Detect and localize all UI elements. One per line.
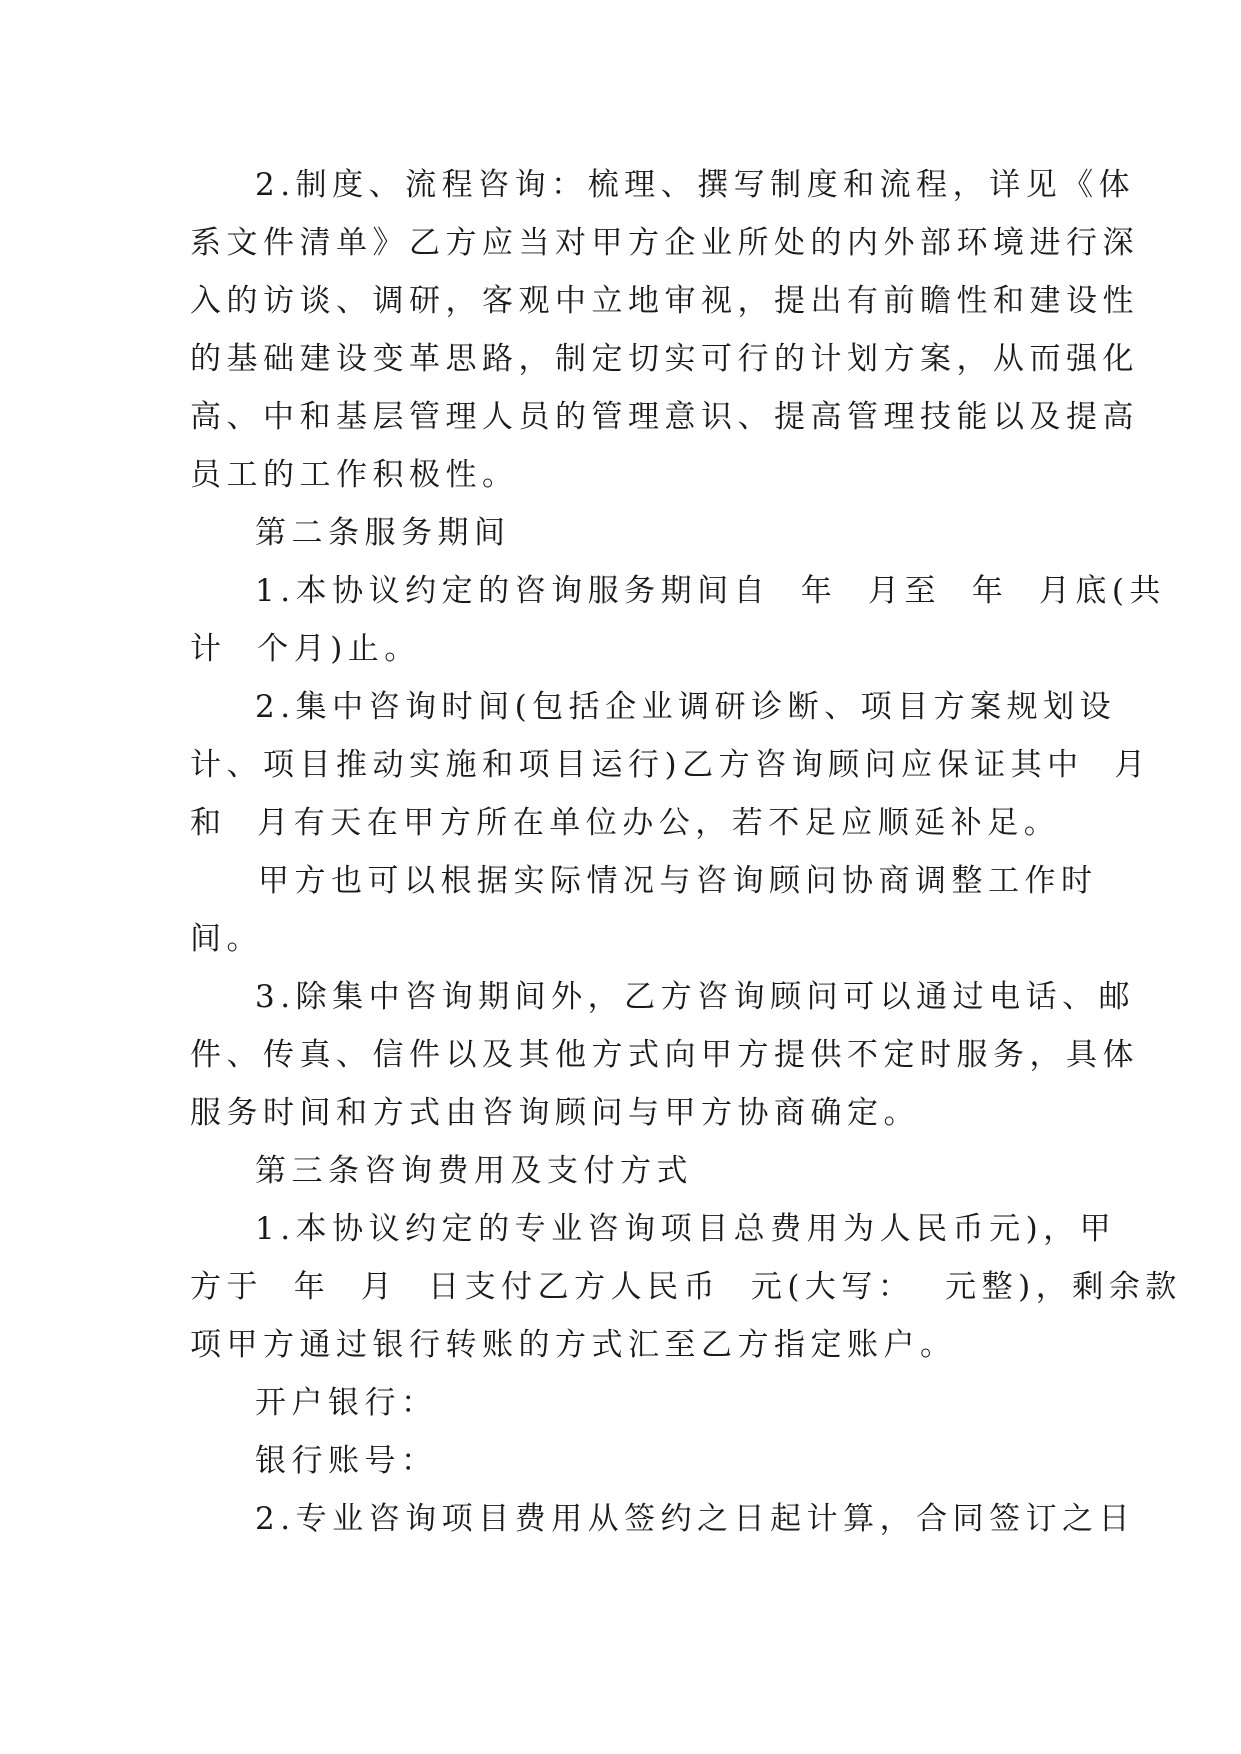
text-line: 方于 年 月 日支付乙方人民币 元(大写： 元整)，剩余款 bbox=[190, 1269, 1182, 1305]
text-line: 3.除集中咨询期间外，乙方咨询顾问可以通过电话、邮 bbox=[255, 979, 1136, 1015]
text-line: 2.专业咨询项目费用从签约之日起计算，合同签订之日 bbox=[255, 1501, 1136, 1537]
text-line: 甲方也可以根据实际情况与咨询顾问协商调整工作时 bbox=[258, 863, 1098, 899]
bank-name-label: 开户银行： bbox=[255, 1385, 438, 1421]
text-line: 的基础建设变革思路，制定切实可行的计划方案，从而强化 bbox=[190, 341, 1139, 377]
text-line: 间。 bbox=[190, 921, 263, 957]
text-line: 计、项目推动实施和项目运行)乙方咨询顾问应保证其中 月 bbox=[190, 747, 1151, 783]
text-line: 服务时间和方式由咨询顾问与甲方协商确定。 bbox=[190, 1095, 920, 1131]
text-line: 高、中和基层管理人员的管理意识、提高管理技能以及提高 bbox=[190, 399, 1139, 435]
section-heading: 第二条服务期间 bbox=[255, 515, 511, 551]
section-heading: 第三条咨询费用及支付方式 bbox=[255, 1153, 693, 1189]
text-line: 和 月有天在甲方所在单位办公，若不足应顺延补足。 bbox=[190, 805, 1061, 841]
text-line: 项甲方通过银行转账的方式汇至乙方指定账户。 bbox=[190, 1327, 957, 1363]
text-line: 入的访谈、调研，客观中立地审视，提出有前瞻性和建设性 bbox=[190, 283, 1139, 319]
text-line: 2.集中咨询时间(包括企业调研诊断、项目方案规划设 bbox=[255, 689, 1117, 725]
text-line: 2.制度、流程咨询：梳理、撰写制度和流程，详见《体 bbox=[255, 167, 1136, 203]
text-line: 1.本协议约定的专业咨询项目总费用为人民币元)，甲 bbox=[255, 1211, 1117, 1247]
text-line: 件、传真、信件以及其他方式向甲方提供不定时服务，具体 bbox=[190, 1037, 1139, 1073]
text-line: 系文件清单》乙方应当对甲方企业所处的内外部环境进行深 bbox=[190, 225, 1139, 261]
bank-account-label: 银行账号： bbox=[255, 1443, 438, 1479]
text-line: 1.本协议约定的咨询服务期间自 年 月至 年 月底(共 bbox=[255, 573, 1167, 609]
text-line: 计 个月)止。 bbox=[190, 631, 421, 667]
text-line: 员工的工作积极性。 bbox=[190, 457, 519, 493]
